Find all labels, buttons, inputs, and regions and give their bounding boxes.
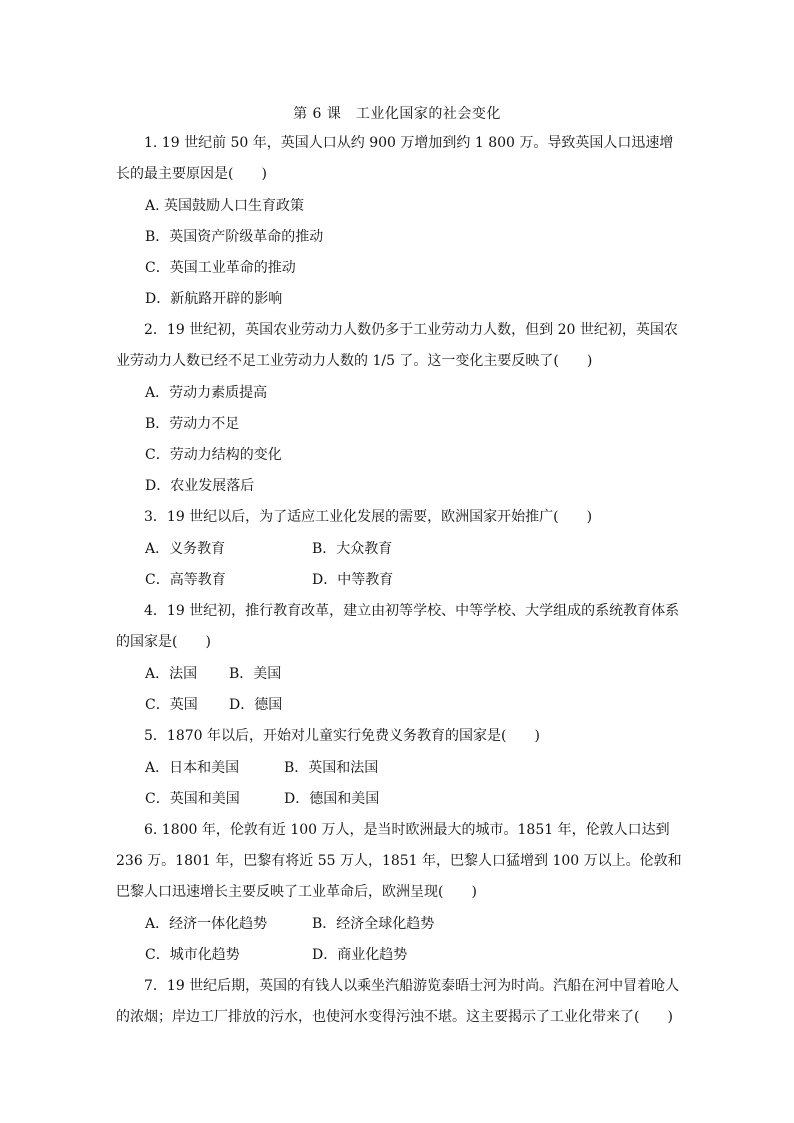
option-d: D．商业化趋势 [312, 947, 408, 963]
question-5 [116, 721, 686, 752]
option-b: B．英国资产阶级革命的推动 [145, 229, 324, 245]
option-d: D．农业发展落后 [145, 478, 255, 494]
option-c: C．英国 [145, 697, 198, 713]
option-b: B．美国 [229, 666, 282, 682]
option-a: A．日本和美国 [145, 760, 240, 776]
option-c: C．英国和美国 [145, 791, 240, 807]
question-2 [116, 315, 686, 377]
option-c: C．劳动力结构的变化 [145, 447, 282, 463]
question-4 [116, 596, 686, 658]
question-7 [116, 971, 686, 1033]
option-a: A．义务教育 [145, 541, 226, 557]
option-c: C．城市化趋势 [145, 947, 240, 963]
option-c: C．高等教育 [145, 572, 226, 588]
question-1 [116, 128, 686, 190]
question-stem: 4．19 世纪初，推行教育改革，建立由初等学校、中等学校、大学组成的系统教育体系的国家是( ) [116, 603, 680, 650]
question-stem: 2．19 世纪初，英国农业劳动力人数仍多于工业劳动力人数，但到 20 世纪初，英国农业劳动力人数已经不足工业劳动力人数的 1/5 了。这一变化主要反映了( ) [116, 322, 678, 369]
option-a: A．劳动力素质提高 [145, 385, 268, 401]
option-a: A．法国 [145, 666, 198, 682]
question-stem: 7．19 世纪后期，英国的有钱人以乘坐汽船游览泰晤士河为时尚。汽船在河中冒着呛人的浓烟；岸边工厂排放的污水，也使河水变得污浊不堪。这主要揭示了工业化带来了( ) [116, 978, 680, 1025]
question-3 [116, 502, 686, 533]
question-stem: 1. 19 世纪前 50 年，英国人口从约 900 万增加到约 1 800 万。导致英国人口迅速增长的最主要原因是( ) [116, 135, 674, 182]
question-stem: 6. 1800 年，伦敦有近 100 万人，是当时欧洲最大的城市。1851 年，伦敦人口达到 236 万。1801 年，巴黎有将近 55 万人，1851 年，巴黎人口猛增到 100 万以上。伦敦和巴黎人口迅速增长主要反映了工业革命后，欧洲呈现( ) [116, 822, 682, 900]
option-b: B．英国和法国 [284, 760, 379, 776]
option-d: D．德国和美国 [284, 791, 380, 807]
option-c: C．英国工业革命的推动 [145, 260, 296, 276]
option-d: D．德国 [229, 697, 283, 713]
option-b: B．经济全球化趋势 [312, 916, 435, 932]
option-b: B．劳动力不足 [145, 416, 240, 432]
option-a: A. 英国鼓励人口生育政策 [145, 198, 305, 214]
question-stem: 3．19 世纪以后，为了适应工业化发展的需要，欧洲国家开始推广( ) [144, 509, 593, 525]
option-b: B．大众教育 [312, 541, 393, 557]
option-a: A．经济一体化趋势 [145, 916, 268, 932]
question-6 [116, 815, 686, 908]
page-title: 第 6 课 工业化国家的社会变化 [293, 106, 501, 122]
option-d: D．新航路开辟的影响 [145, 291, 283, 307]
question-stem: 5．1870 年以后，开始对儿童实行免费义务教育的国家是( ) [144, 728, 540, 744]
option-d: D．中等教育 [312, 572, 394, 588]
